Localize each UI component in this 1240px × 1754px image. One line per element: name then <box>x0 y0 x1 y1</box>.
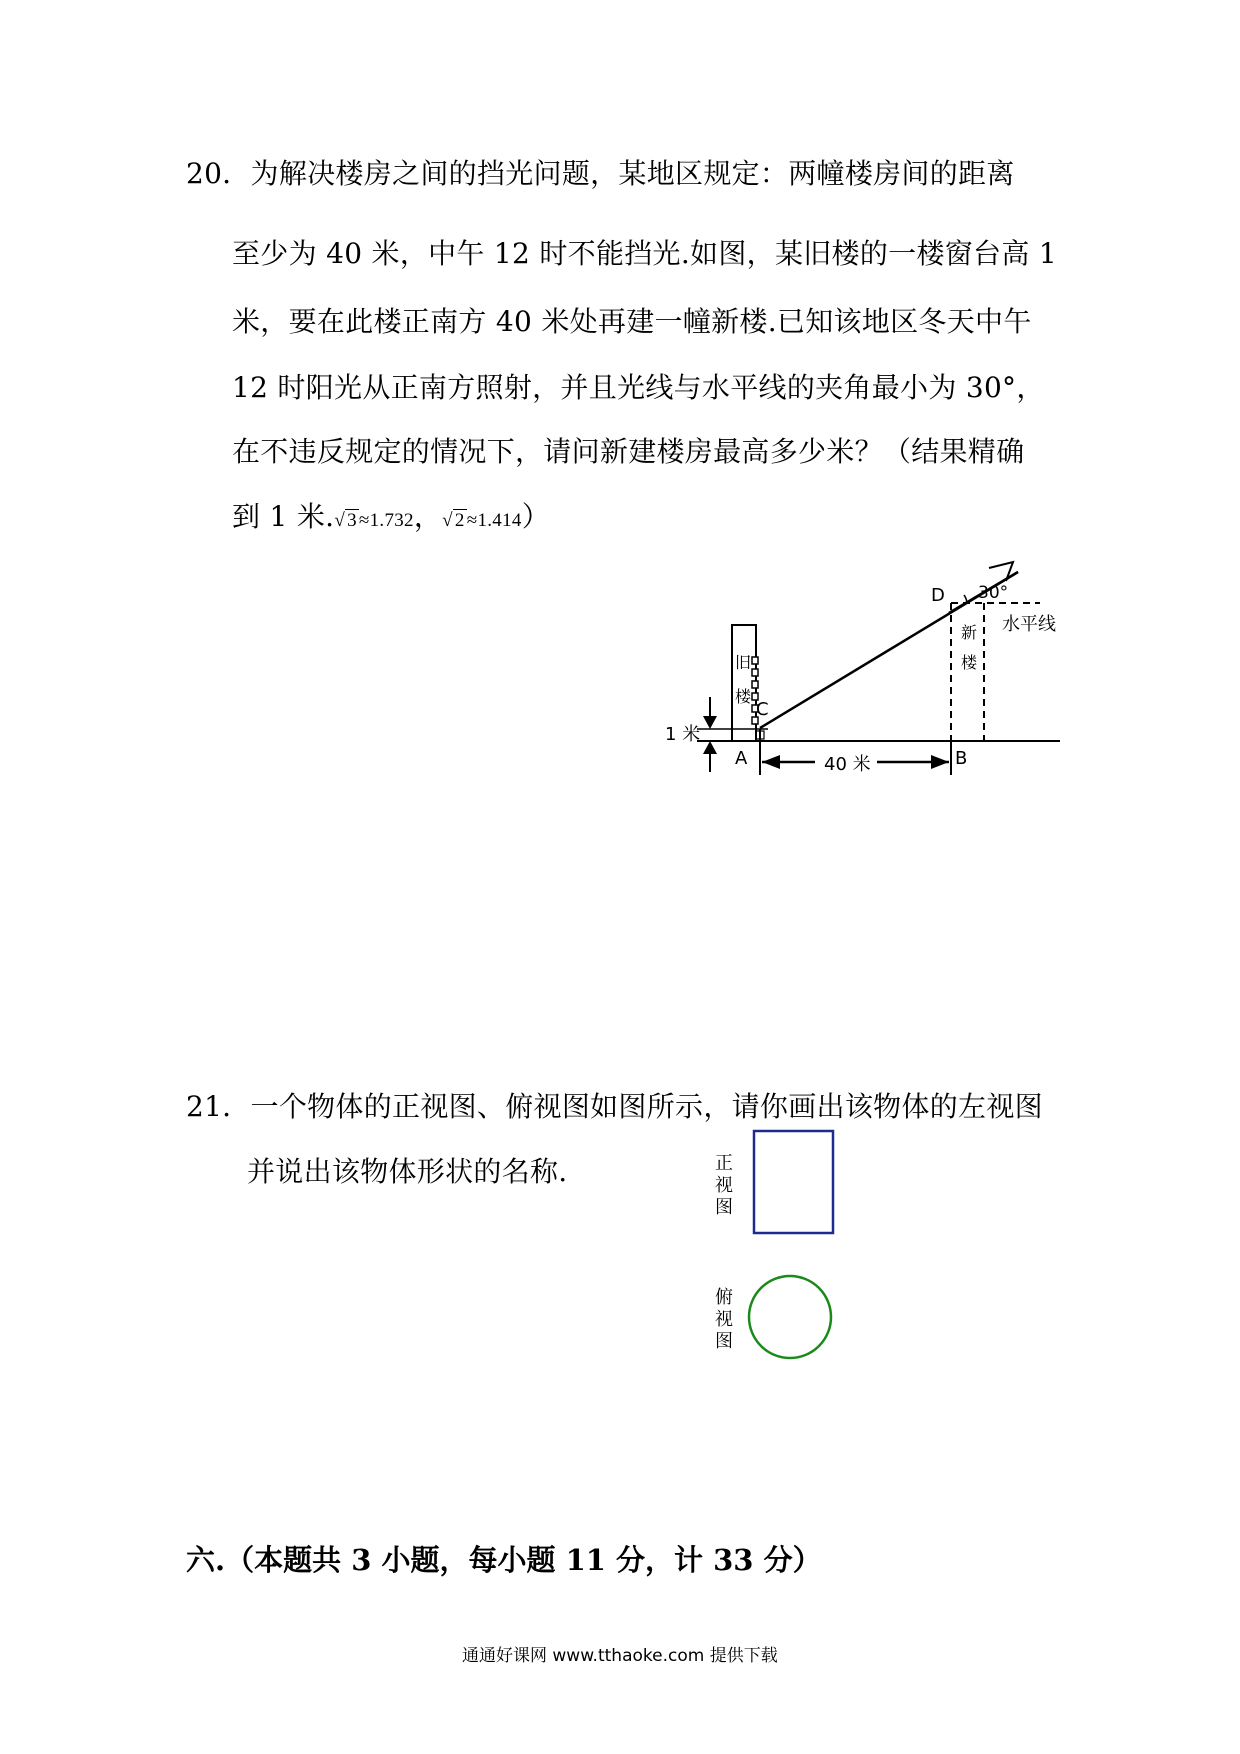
q20-line-3: 米，要在此楼正南方 40 米处再建一幢新楼.已知该地区冬天中午 <box>232 305 1032 338</box>
front-view-label-char-1: 正 <box>715 1153 733 1174</box>
q20-separator: ， <box>413 500 443 533</box>
sqrt2-radicand: 2 <box>454 510 465 531</box>
q21-line-2: 并说出该物体形状的名称. <box>247 1155 568 1188</box>
sqrt3-radicand: 3 <box>347 510 357 531</box>
distance-arrow-right-icon <box>931 755 949 769</box>
sqrt3-value: ≈1.732 <box>358 510 414 531</box>
front-view-label <box>714 1153 734 1219</box>
distance-label: 40 米 <box>824 754 871 775</box>
q20-line-6-suffix: ） <box>521 500 551 533</box>
height-label: 1 米 <box>665 724 701 745</box>
point-c-label: C <box>756 699 769 720</box>
sqrt-sign-icon: √ <box>334 510 346 531</box>
q20-line-5: 在不违反规定的情况下，请问新建楼房最高多少米？（结果精确 <box>232 435 1025 468</box>
point-a-label: A <box>735 748 748 769</box>
q21-line-1: 21．一个物体的正视图、俯视图如图所示，请你画出该物体的左视图 <box>186 1090 1043 1123</box>
front-view-label-char-3: 图 <box>715 1197 733 1218</box>
top-view-circle <box>749 1276 831 1358</box>
q20-line-2: 至少为 40 米，中午 12 时不能挡光.如图，某旧楼的一楼窗台高 1 <box>232 237 1057 270</box>
new-building-label-2: 楼 <box>961 653 978 672</box>
angle-label: 30° <box>978 583 1009 603</box>
q20-line-1: 20．为解决楼房之间的挡光问题，某地区规定：两幢楼房间的距离 <box>186 157 1015 190</box>
page-footer: 通通好课网 www.tthaoke.com 提供下载 <box>462 1646 778 1666</box>
old-building-window-1 <box>752 657 758 664</box>
old-building-window-3 <box>752 681 758 688</box>
new-building-label-1: 新 <box>961 623 978 642</box>
distance-arrow-left-icon <box>762 755 780 769</box>
point-d-label: D <box>931 585 945 606</box>
height-arrow-up-icon <box>703 741 717 754</box>
old-building-window-2 <box>752 669 758 676</box>
top-view-label-char-3: 图 <box>715 1331 733 1352</box>
q20-line-6-prefix: 到 1 米. <box>232 500 335 533</box>
old-building-label-1: 旧 <box>735 653 752 672</box>
sqrt2-value: ≈1.414 <box>466 510 522 531</box>
sqrt-sign-icon: √ <box>442 510 453 531</box>
horizontal-line-label: 水平线 <box>1002 614 1056 635</box>
top-view-label-char-2: 视 <box>715 1309 733 1330</box>
q20-line-4: 12 时阳光从正南方照射，并且光线与水平线的夹角最小为 30°， <box>232 371 1045 404</box>
height-arrow-down-icon <box>703 716 717 729</box>
point-b-label: B <box>955 748 968 769</box>
top-view-label <box>714 1287 734 1353</box>
section-six-heading: 六.（本题共 3 小题，每小题 11 分，计 33 分） <box>186 1543 822 1577</box>
old-building-label-2: 楼 <box>735 687 752 706</box>
front-view-label-char-2: 视 <box>715 1175 733 1196</box>
top-view-label-char-1: 俯 <box>715 1287 733 1308</box>
front-view-rectangle <box>754 1131 833 1233</box>
